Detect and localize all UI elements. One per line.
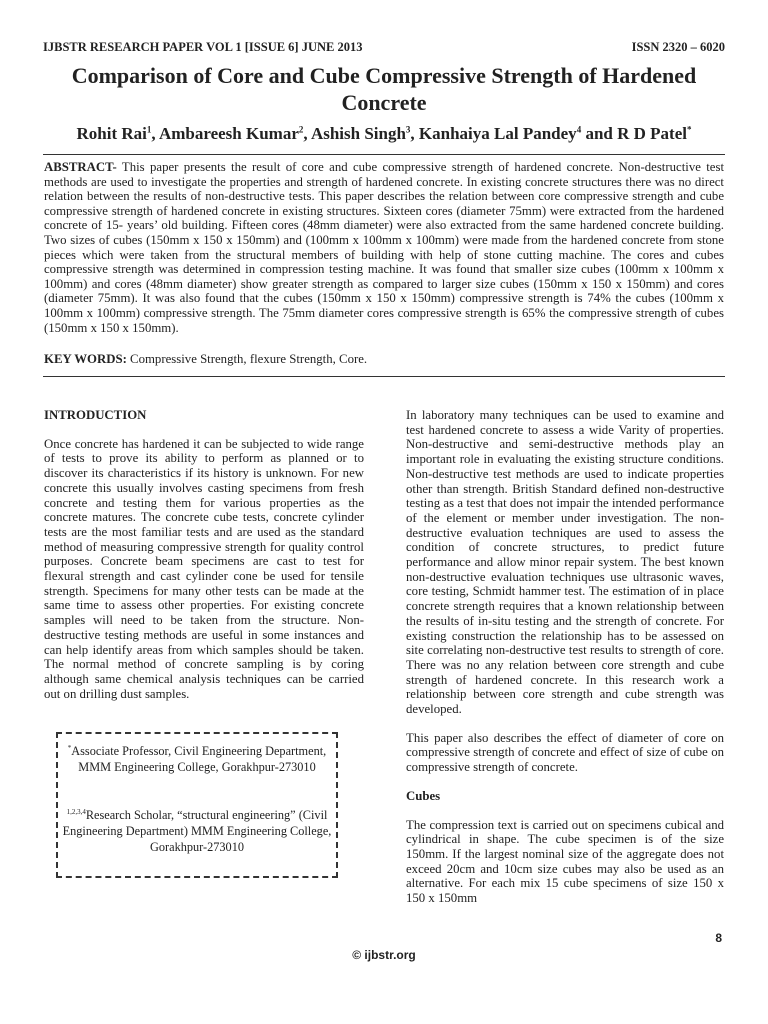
right-column (406, 408, 724, 920)
paper-title: Comparison of Core and Cube Compressive Strength of Hardened Concrete (71, 63, 697, 115)
footer-copyright: © ijbstr.org (352, 948, 416, 962)
abstract-label: ABSTRACT- (44, 160, 117, 174)
affiliation-note: *Associate Professor, Civil Engineering Department, MMM Engineering College, Gorakhpur-273010 (67, 744, 327, 775)
author-list: Rohit Rai$^1$, Ambareesh Kumar$^2$, Ashish Singh$^3$, Kanhaiya Lal Pandey$^4$ and R D Patel* (76, 124, 692, 143)
page-number: 8 (715, 931, 722, 945)
paragraph: This paper also describes the effect of diameter of core on compressive strength of concrete and effect of size of cube on compressive strength of concrete. (406, 730, 724, 775)
divider (43, 154, 725, 155)
paragraph: In laboratory many techniques can be used to examine and test hardened concrete to assess a wide Varity of properties. Non-destructive and semi-destructive methods play an important role in evaluating the existing structure conditions. Non-destructive test methods are used to indicate properties other than strength. British Standard defined non-destructive testing as a test that does not impair the intended performance of the element or member under investigation. The non-destructive evaluation techniques are used to assess the condition of concrete structures, to predict future performance and allow minor repair system. The best known non-destructive evaluation techniques use ultrasonic waves, core testing, Schmidt hammer test. The estimation of in place concrete strength requires that a known relationship between the results of in-situ testing and the strength of concrete. For existing construction the relationship has to be assessed on site correlating non-destructive test results to strength of core. There was no any relation between core strength and cube strength of hardened concrete. In this research work a relationship between core strength and cube strength was developed. (406, 408, 724, 717)
author: Ashish Singh$^3$ (310, 124, 411, 143)
abstract-text: This paper presents the result of core and cube compressive strength of hardened concrete. Non-destructive test methods are used to investigate the properties and strength of hardened concrete. In existing concrete structures there was no direct relation between the results of non-destructive tests. This paper describes the relation between core compressive strength and cube compressive strength of hardened concrete in existing structures. Sixteen cores (diameter 75mm) were extracted from the hardened concrete of 15- years’ old building. Fifteen cores (48mm diameter) were also extracted from the same hardened concrete building. Two sizes of cubes (150mm x 150 x 150mm) and (100mm x 100mm x 100mm) were made from the hardened concrete from stone pieces which were taken from the structural members of building with help of stone cutting machine. The cores and cubes compressive strength was determined in compression testing machine. It was found that smaller size cubes (100mm x 100mm x 100mm) and cores (48mm diameter) show greater strength as compared to larger size cubes (150mm x 150 x 150mm) and cores (diameter 75mm). It was also found that the cubes (150mm x 150 x 150mm) compressive strength is 74% the cubes (100mm x 100mm x 100mm) compressive strength. The 75mm diameter cores compressive strength is 65% the compressive strength of cubes (150mm x 150 x 150mm). (44, 160, 725, 335)
keywords-text: Compressive Strength, flexure Strength, Core. (130, 352, 368, 366)
affiliation-note: $^{1,2,3,4}$Research Scholar, “structural engineering” (Civil Engineering Department) MMM Engineering College, Gorakhpur-273010 (62, 808, 332, 855)
author: Ambareesh Kumar$^2$ (158, 124, 304, 143)
paragraph: The compression text is carried out on specimens cubical and cylindrical in shape. The cube specimen is of the size 150mm. If the largest nominal size of the aggregate does not exceed 20cm and 10cm size cubes may also be used as an alternative. For each mix 15 cube specimens of size 150 x 150 x 150mm (406, 817, 724, 906)
keywords-label: KEY WORDS: (44, 352, 127, 366)
abstract (44, 160, 724, 335)
author: Rohit Rai$^1$ (76, 124, 152, 143)
divider (43, 376, 725, 377)
journal-info: IJBSTR RESEARCH PAPER VOL 1 [ISSUE 6] JUNE 2013 (43, 40, 363, 54)
paragraph: Once concrete has hardened it can be subjected to wide range of tests to prove its ability to perform as planned or to discover its characteristics if its history is unknown. For new concrete this usually involves casting specimens from fresh concrete and testing them for various properties as the concrete matures. The concrete cube tests, concrete cylinder tests are the most familiar tests and are used as the standard method of measuring compressive strength for quality control purposes. Concrete beam specimens are cast to test for flexural strength and cast cylinder cone be used for tensile strength. Specimens for many other tests can be made at the same time to assess other properties. For existing concrete samples will need to be taken from the structure. Non-destructive testing methods are useful in some instances and can help identify areas from which samples should be taken. The normal method of concrete sampling is by coring although same chemical analysis techniques can be carried out on drilling dust samples. (44, 436, 364, 701)
affiliation-box (56, 732, 338, 878)
author: Kanhaiya Lal Pandey$^4$ (418, 124, 582, 143)
keywords (44, 352, 724, 367)
section-heading-introduction: INTRODUCTION (44, 408, 147, 422)
left-column (44, 408, 364, 715)
section-heading-cubes: Cubes (406, 788, 441, 803)
author: R D Patel* (617, 124, 692, 143)
issn: ISSN 2320 – 6020 (631, 40, 725, 54)
